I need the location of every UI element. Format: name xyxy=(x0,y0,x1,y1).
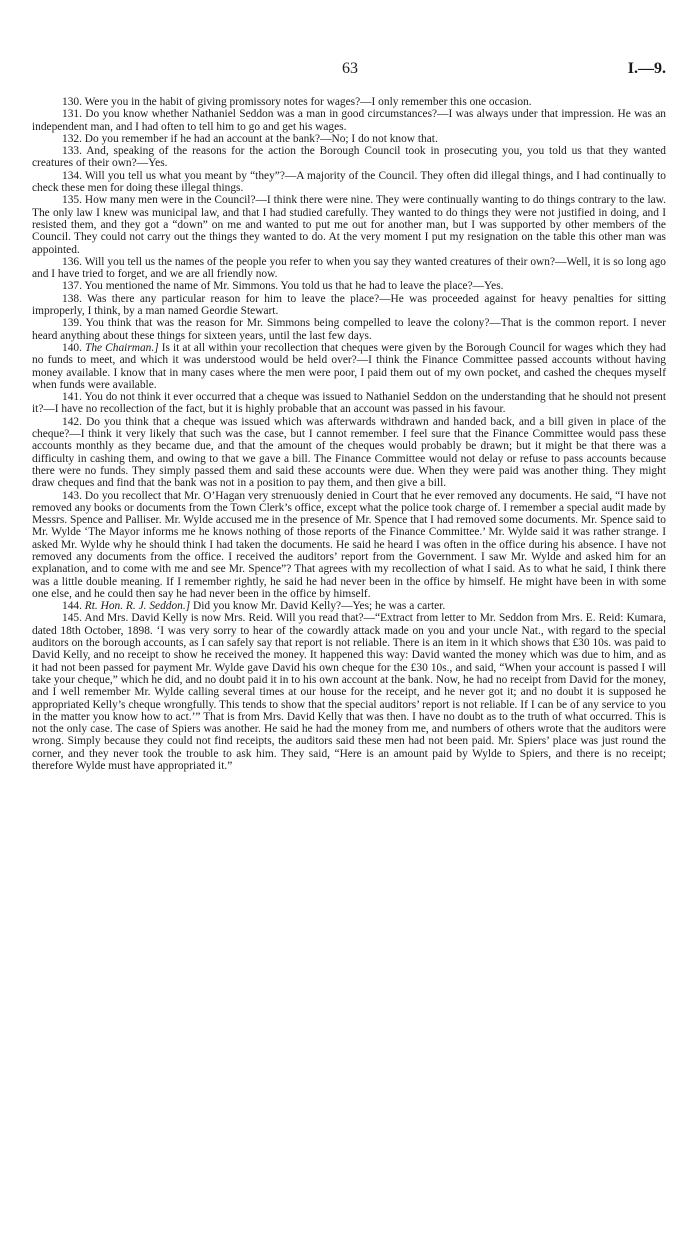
question-number: 141. xyxy=(62,391,82,404)
paragraph-text: You do not think it ever occurred that a cheque was issued to Nathaniel Seddon on the understanding that he should not present it?—I have no recollection of the fact, but it is highly probable that an account was passed in his favour. xyxy=(32,391,666,416)
paragraph-text: Do you think that a cheque was issued which was afterwards withdrawn and handed back, and a bill given in place of the cheque?—I think it very likely that such was the case, but I cannot remember. I feel sure that the Finance Committee would pass these accounts monthly as they became due, and that the amount of the cheques would probably be drawn; but it might be that there was a difficulty in cashing them, and owing to that we gave a bill. The Finance Committee would not delay or refuse to pass accounts because there were no funds. They simply passed them and said these accounts were due. When they were paid was another thing. They might draw cheques and find that the bank was not in a position to pay them, and then give a bill. xyxy=(32,415,666,490)
paragraph-133 xyxy=(32,145,666,170)
paragraph-134 xyxy=(32,170,666,195)
paragraph-text: Do you recollect that Mr. O’Hagan very strenuously denied in Court that he ever removed any documents. He said, “I have not removed any books or documents from the Town Clerk’s office, except what the police took charge of. I remember a special audit made by Messrs. Spence and Palliser. Mr. Wylde accused me in the presence of Mr. Spence that I had removed some documents. Mr. Spence said to Mr. Wylde ‘The Mayor informs me he knows nothing of those reports of the Finance Committee.’ Mr. Wylde said it was rather strange. I asked Mr. Wylde why he should think I had taken the documents. He said he heard I was often in the office during his absence. I have not removed any documents from the office. I received the auditors’ report from the Government. I saw Mr. Wylde and asked him for an explanation, and to come with me and see Mr. Spence”? That agrees with my recollection of what I said. As to what he said, I think there was a little double meaning. If I remember rightly, he said he had never been in the office by himself. He might have been in with some one else, and he could then say he had never been in the office by himself. xyxy=(32,489,666,600)
paragraph-142 xyxy=(32,416,666,490)
paragraph-text: How many men were in the Council?—I think there were nine. They were continually wanting to do things contrary to the law. The only law I knew was municipal law, and that I had studied carefully. They wanted to do things they were not justified in doing, and I resisted them, and they got a “down” on me and wanted to put me out for another man, but I was supported by other members of the Council. They could not carry out the things they wanted to do. At the very moment I put my resignation on the table this other man was appointed. xyxy=(32,194,666,256)
paragraph-text: Do you remember if he had an account at the bank?—No; I do not know that. xyxy=(84,132,438,145)
question-number: 131. xyxy=(62,108,82,121)
question-number: 140. xyxy=(62,341,82,354)
question-number: 137. xyxy=(62,280,82,293)
page-number: 63 xyxy=(342,60,358,77)
paragraph-text: You think that was the reason for Mr. Simmons being compelled to leave the colony?—That is the common report. I never heard anything about these things for sixteen years, until the last few days. xyxy=(32,317,666,342)
question-number: 144. xyxy=(62,600,82,613)
speaker-label: The Chairman.] xyxy=(85,341,159,354)
paragraph-text: Was there any particular reason for him to leave the place?—He was proceeded against for heavy penalties for sitting improperly, I think, by a man named Geordie Stewart. xyxy=(32,292,666,318)
paragraph-143 xyxy=(32,490,666,601)
speaker-label: Rt. Hon. R. J. Seddon.] xyxy=(84,600,191,613)
paragraph-141 xyxy=(32,391,666,416)
question-number: 135. xyxy=(62,194,82,207)
paragraph-135 xyxy=(32,194,666,255)
paragraph-140 xyxy=(32,342,666,391)
document-id: I.—9. xyxy=(627,60,666,77)
paragraph-131 xyxy=(32,108,666,133)
paragraph-145 xyxy=(32,612,666,772)
question-number: 139. xyxy=(62,317,82,330)
question-number: 145. xyxy=(62,612,82,625)
paragraph-text: And, speaking of the reasons for the action the Borough Council took in prosecuting you, you told us that they wanted creatures of their own?—Yes. xyxy=(32,145,667,170)
paragraph-139 xyxy=(32,317,666,342)
paragraph-136 xyxy=(32,256,666,281)
question-number: 130. xyxy=(62,96,82,108)
paragraph-130 xyxy=(32,96,666,108)
paragraph-text: Did you know Mr. David Kelly?—Yes; he was a carter. xyxy=(193,600,446,613)
question-number: 132. xyxy=(62,132,82,145)
question-number: 133. xyxy=(62,145,82,158)
question-number: 138. xyxy=(62,292,82,305)
paragraph-text: And Mrs. David Kelly is now Mrs. Reid. Will you read that?—“Extract from letter to Mr. Seddon from Mrs. E. Reid: Kumara, dated 18th October, 1898. ‘I was very sorry to hear of the cowardly attack made on you and your uncle Nat., with regard to the special auditors on the borough accounts, as I can safely say that report is not reliable. There is an item in it which shows that £30 10s. was paid to David Kelly, and no receipt to show he received the money. It happened this way: David wanted the money which was due to him, and as it had not been passed for payment Mr. Wylde gave David his own cheque for the £30 10s., and said, “When your account is passed I will take your cheque,” which he did, and no doubt paid it in to his own account at the bank. Now, he had no receipt from David for the money, and I well remember Mr. Wylde calling several times at our house for the receipt, and he never got it; and no doubt it is supposed he appropriated Kelly’s cheque wrongfully. This tends to show that the special auditors’ report is not reliable. If I can be of any service to you in the matter you know how to act.’” That is from Mrs. David Kelly that was then. I have no doubt as to the truth of what occurred. This is not the only case. The case of Spiers was another. He said he had the money from me, and numbers of others wrote that the auditors were wrong. Simply because they could not find receipts, the auditors said these men had not been paid. Mr. Spiers’ place was just round the corner, and they never took the trouble to ask him. They said, “Here is an amount paid by Wylde to Spiers, and there is no receipt; therefore Wylde must have appropriated it.” xyxy=(32,612,666,773)
question-number: 143. xyxy=(62,489,82,502)
paragraph-text: Were you in the habit of giving promissory notes for wages?—I only remember this one occasion. xyxy=(84,96,532,108)
document-body xyxy=(32,96,666,772)
paragraph-text: Do you know whether Nathaniel Seddon was a man in good circumstances?—I was always under that impression. He was an independent man, and I had often to tell him to go and get his wages. xyxy=(32,108,666,133)
paragraph-138 xyxy=(32,293,666,318)
paragraph-text: Is it at all within your recollection that cheques were given by the Borough Council for wages which they had no funds to meet, and which it was understood would be held over?—I think the Finance Committee passed accounts without having money available. I know that in many cases where the men were poor, I paid them out of my own pocket, and cashed the cheques myself when funds were available. xyxy=(32,341,666,391)
question-number: 134. xyxy=(62,169,82,182)
paragraph-text: Will you tell us the names of the people you refer to when you say they wanted creatures of their own?—Well, it is so long ago and I have tried to forget, and we are all friendly now. xyxy=(32,255,666,281)
question-number: 142. xyxy=(62,415,82,428)
paragraph-132 xyxy=(32,133,666,145)
paragraph-144 xyxy=(32,600,666,612)
paragraph-137 xyxy=(32,280,666,292)
question-number: 136. xyxy=(62,255,82,268)
paragraph-text: You mentioned the name of Mr. Simmons. You told us that he had to leave the place?—Yes. xyxy=(84,280,504,293)
paragraph-text: Will you tell us what you meant by “they”?—A majority of the Council. They often did illegal things, and I had continually to check these men for doing these illegal things. xyxy=(32,169,666,195)
